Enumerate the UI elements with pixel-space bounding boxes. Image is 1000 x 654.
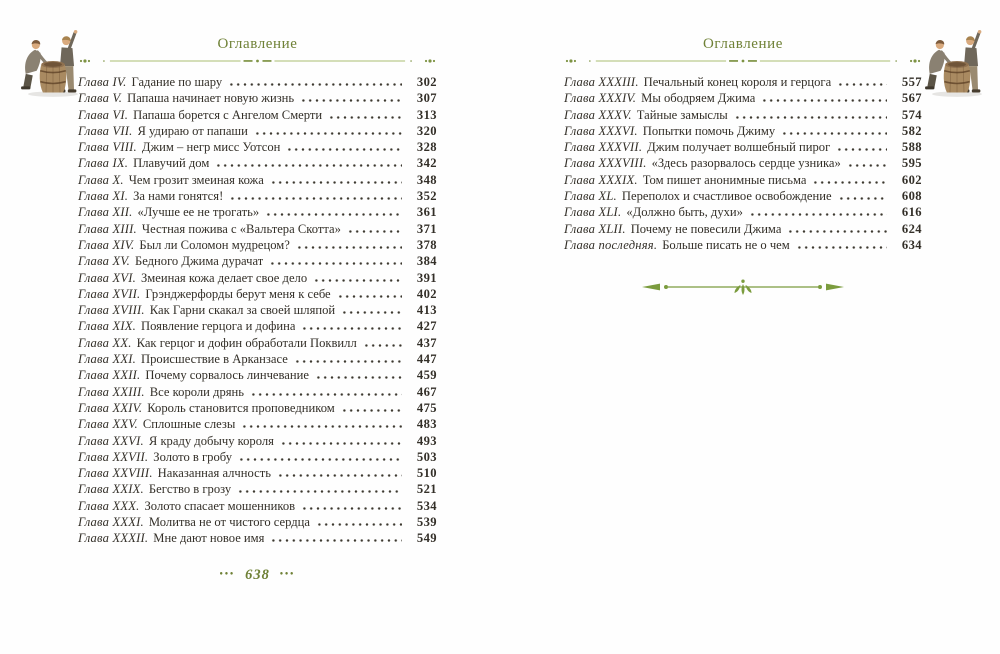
toc-entry (78, 498, 437, 514)
dot-leader (749, 213, 887, 216)
toc-entry (78, 481, 437, 497)
page-folio (78, 566, 437, 584)
chapter-title: Тайные замыслы (636, 107, 728, 122)
chapter-label: Глава XXXII. (78, 531, 149, 546)
dot-leader (270, 539, 402, 542)
page-ref: 371 (416, 221, 437, 236)
page-ref: 313 (416, 107, 437, 122)
dot-leader (270, 181, 402, 184)
chapter-title: Папаша начинает новую жизнь (127, 91, 295, 106)
dot-leader (761, 99, 887, 102)
chapter-label: Глава VII. (78, 123, 133, 138)
toc-list-right (564, 74, 922, 253)
page-ref: 378 (416, 237, 437, 252)
page-ref: 549 (416, 531, 437, 546)
page-ref: 391 (416, 270, 437, 285)
tom-and-huck-barrel-illustration-icon (918, 24, 996, 98)
page-ref: 493 (416, 433, 437, 448)
chapter-label: Глава XI. (78, 189, 129, 204)
dot-leader (301, 327, 402, 330)
dot-leader (315, 376, 402, 379)
chapter-title: Переполох и счастливое освобождение (621, 189, 832, 204)
page-ref: 595 (901, 156, 922, 171)
toc-page-left (78, 0, 437, 654)
dot-leader (241, 425, 402, 428)
dot-leader (837, 83, 887, 86)
toc-entry (78, 335, 437, 351)
chapter-label: Глава XLI. (564, 205, 622, 220)
toc-entry (78, 123, 437, 139)
page-ref: 437 (416, 335, 437, 350)
chapter-label: Глава XXVII. (78, 449, 149, 464)
dot-leader (250, 393, 402, 396)
chapter-title: Джим получает волшебный пирог (647, 140, 831, 155)
toc-entry (564, 172, 922, 188)
page-ref: 582 (901, 123, 922, 138)
chapter-title: Мне дают новое имя (153, 531, 265, 546)
heading-rule-ornament-icon (78, 56, 437, 66)
page-heading: Оглавление (217, 36, 298, 52)
toc-entry (78, 384, 437, 400)
toc-entry (564, 204, 922, 220)
chapter-label: Глава XXII. (78, 368, 141, 383)
chapter-label: Глава XXXIV. (564, 91, 637, 106)
toc-entry (564, 188, 922, 204)
toc-entry (78, 302, 437, 318)
chapter-title: Золото в гробу (153, 449, 232, 464)
chapter-label: Глава последняя. (564, 237, 658, 252)
chapter-title: Я краду добычу короля (148, 433, 274, 448)
chapter-title: «Лучше ее не трогать» (137, 205, 260, 220)
dot-leader (836, 148, 887, 151)
page-ref: 459 (416, 368, 437, 383)
toc-entry (78, 237, 437, 253)
chapter-title: «Здесь разорвалось сердце узника» (651, 156, 841, 171)
chapter-title: Печальный конец короля и герцога (643, 75, 832, 89)
dot-leader (328, 116, 402, 119)
chapter-label: Глава XXXI. (78, 515, 144, 530)
dot-leader (341, 409, 402, 412)
toc-entry (78, 367, 437, 383)
chapter-label: Глава XL. (564, 189, 617, 204)
page-heading: Оглавление (702, 36, 784, 52)
chapter-title: Чем грозит змеиная кожа (128, 172, 264, 187)
page-ref: 302 (416, 75, 437, 89)
chapter-title: За нами гонятся! (133, 189, 224, 204)
chapter-label: Глава XXXIX. (564, 172, 638, 187)
toc-entry (78, 286, 437, 302)
page-ref: 447 (416, 352, 437, 367)
chapter-title: Как герцог и дофин обработали Поквилл (136, 335, 357, 350)
chapter-label: Глава XX. (78, 335, 132, 350)
toc-entry (78, 204, 437, 220)
chapter-label: Глава XXXIII. (564, 75, 639, 89)
dot-leader (254, 132, 402, 135)
chapter-title: Бедного Джима дурачат (134, 254, 264, 269)
page-ref: 539 (416, 515, 437, 530)
dot-leader (301, 507, 402, 510)
toc-page-right (564, 0, 922, 654)
chapter-label: Глава XVI. (78, 270, 136, 285)
page-ref: 588 (901, 140, 922, 155)
page-ref: 320 (416, 123, 437, 138)
dot-leader (316, 523, 402, 526)
dot-leader (296, 246, 402, 249)
chapter-title: Змеиная кожа делает свое дело (141, 270, 308, 285)
page-ref: 402 (416, 286, 437, 301)
dot-leader (238, 458, 402, 461)
toc-entry (564, 74, 922, 90)
toc-entry (78, 172, 437, 188)
page-ref: 352 (416, 189, 437, 204)
page-ref: 624 (901, 221, 922, 236)
page-ref: 616 (901, 205, 922, 220)
chapter-title: Джим – негр мисс Уотсон (141, 140, 281, 155)
toc-entry (78, 465, 437, 481)
dot-leader (363, 344, 402, 347)
chapter-title: Молитва не от чистого сердца (148, 515, 311, 530)
page-ref: 521 (416, 482, 437, 497)
chapter-label: Глава XXVI. (78, 433, 144, 448)
chapter-title: Попытки помочь Джиму (642, 123, 776, 138)
dot-leader (347, 230, 402, 233)
chapter-label: Глава X. (78, 172, 124, 187)
chapter-label: Глава XVII. (78, 286, 141, 301)
chapter-label: Глава IX. (78, 156, 129, 171)
toc-entry (78, 514, 437, 530)
chapter-label: Глава V. (78, 91, 123, 106)
page-ref: 534 (416, 498, 437, 513)
chapter-label: Глава XV. (78, 254, 130, 269)
dot-leader (269, 262, 402, 265)
toc-entry (564, 139, 922, 155)
chapter-label: Глава XXXVII. (564, 140, 643, 155)
chapter-title: Мы ободряем Джима (641, 91, 756, 106)
dot-leader (237, 490, 402, 493)
chapter-label: Глава XIX. (78, 319, 136, 334)
chapter-title: Больше писать не о чем (662, 237, 790, 252)
page-ref: 503 (416, 449, 437, 464)
chapter-label: Глава XXXV. (564, 107, 632, 122)
chapter-title: Честная пожива с «Вальтера Скотта» (141, 221, 341, 236)
page-ref: 427 (416, 319, 437, 334)
chapter-title: Папаша борется с Ангелом Смерти (133, 107, 323, 122)
chapter-label: Глава VI. (78, 107, 129, 122)
chapter-title: Происшествие в Арканзасе (141, 352, 288, 367)
toc-entry (564, 107, 922, 123)
chapter-title: Был ли Соломон мудрецом? (139, 237, 290, 252)
page-ref: 348 (416, 172, 437, 187)
page-ref: 413 (416, 303, 437, 318)
folio-ornament-icon: ••• (279, 568, 296, 579)
page-ref: 361 (416, 205, 437, 220)
chapter-label: Глава XXIV. (78, 400, 143, 415)
dot-leader (838, 197, 887, 200)
chapter-label: Глава XII. (78, 205, 133, 220)
toc-entry (78, 433, 437, 449)
folio-ornament-icon: ••• (219, 568, 236, 579)
page-ref: 384 (416, 254, 437, 269)
chapter-title: Грэнджерфорды берут меня к себе (145, 286, 331, 301)
chapter-title: Как Гарни скакал за своей шляпой (149, 303, 336, 318)
toc-list-left (78, 74, 437, 547)
chapter-title: Почему сорвалось линчевание (145, 368, 309, 383)
toc-entry (564, 123, 922, 139)
toc-entry (78, 416, 437, 432)
dot-leader (228, 83, 402, 86)
toc-entry (78, 188, 437, 204)
toc-entry (78, 318, 437, 334)
dot-leader (796, 246, 887, 249)
page-ref: 634 (901, 237, 922, 252)
dot-leader (812, 181, 887, 184)
chapter-title: Золото спасает мошенников (144, 498, 296, 513)
chapter-label: Глава XXXVI. (564, 123, 638, 138)
chapter-label: Глава XXXVIII. (564, 156, 647, 171)
dot-leader (300, 99, 402, 102)
chapter-label: Глава XXX. (78, 498, 140, 513)
folio-number: 638 (245, 567, 270, 583)
page-ref: 608 (901, 189, 922, 204)
toc-entry (78, 221, 437, 237)
toc-entry (78, 90, 437, 106)
chapter-label: Глава XXI. (78, 352, 136, 367)
chapter-title: Все короли дрянь (149, 384, 245, 399)
toc-entry (564, 155, 922, 171)
toc-entry (78, 74, 437, 90)
toc-entry (564, 237, 922, 253)
chapter-label: Глава XIV. (78, 237, 135, 252)
chapter-label: Глава XXV. (78, 417, 138, 432)
toc-entry (78, 351, 437, 367)
page-ref: 510 (416, 466, 437, 481)
chapter-title: Сплошные слезы (142, 417, 236, 432)
dot-leader (215, 164, 402, 167)
dot-leader (847, 164, 887, 167)
chapter-label: Глава XVIII. (78, 303, 145, 318)
dot-leader (280, 442, 402, 445)
page-ref: 557 (901, 75, 922, 89)
page-ref: 307 (416, 91, 437, 106)
chapter-title: Гадание по шару (131, 75, 223, 89)
toc-entry (78, 139, 437, 155)
page-ref: 567 (901, 91, 922, 106)
dot-leader (313, 279, 402, 282)
chapter-title: «Должно быть, духи» (626, 205, 743, 220)
chapter-label: Глава XXIX. (78, 482, 144, 497)
toc-entry (78, 270, 437, 286)
chapter-label: Глава XXIII. (78, 384, 145, 399)
toc-entry (78, 400, 437, 416)
toc-entry (564, 90, 922, 106)
chapter-title: Том пишет анонимные письма (642, 172, 807, 187)
toc-entry (78, 253, 437, 269)
toc-entry (78, 155, 437, 171)
chapter-end-divider-icon (564, 276, 922, 301)
chapter-title: Плавучий дом (133, 156, 210, 171)
toc-entry (78, 107, 437, 123)
page-ref: 342 (416, 156, 437, 171)
chapter-title: Бегство в грозу (148, 482, 232, 497)
page-ref: 475 (416, 400, 437, 415)
chapter-title: Король становится проповедником (147, 400, 335, 415)
chapter-label: Глава XIII. (78, 221, 137, 236)
dot-leader (337, 295, 402, 298)
dot-leader (286, 148, 402, 151)
dot-leader (781, 132, 887, 135)
dot-leader (341, 311, 402, 314)
chapter-title: Почему не повесили Джима (630, 221, 782, 236)
chapter-title: Я удираю от папаши (137, 123, 248, 138)
heading-rule-ornament-icon (564, 56, 922, 66)
chapter-title: Появление герцога и дофина (141, 319, 296, 334)
page-ref: 574 (901, 107, 922, 122)
chapter-title: Наказанная алчность (157, 466, 271, 481)
toc-entry (564, 221, 922, 237)
page-ref: 483 (416, 417, 437, 432)
dot-leader (277, 474, 402, 477)
dot-leader (294, 360, 402, 363)
dot-leader (787, 230, 887, 233)
page-ref: 602 (901, 172, 922, 187)
dot-leader (734, 116, 887, 119)
toc-entry (78, 449, 437, 465)
dot-leader (229, 197, 402, 200)
chapter-label: Глава XLII. (564, 221, 626, 236)
toc-entry (78, 530, 437, 546)
page-ref: 328 (416, 140, 437, 155)
chapter-label: Глава IV. (78, 75, 127, 89)
dot-leader (265, 213, 402, 216)
chapter-label: Глава VIII. (78, 140, 137, 155)
page-ref: 467 (416, 384, 437, 399)
chapter-label: Глава XXVIII. (78, 466, 153, 481)
